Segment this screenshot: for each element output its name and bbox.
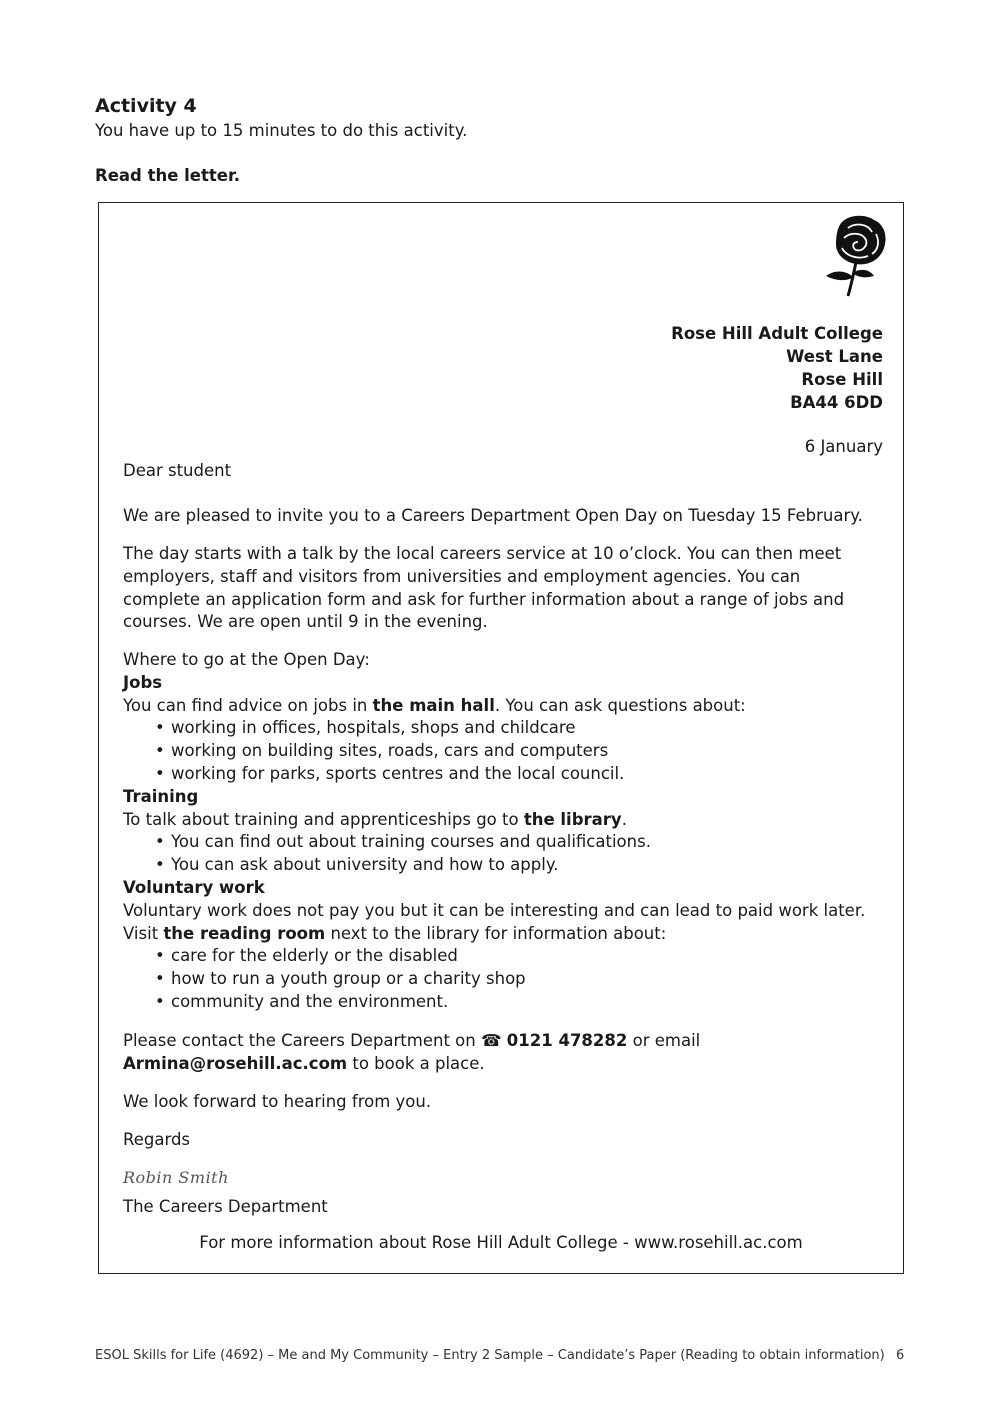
details-paragraph [123, 543, 893, 634]
page-footer: ESOL Skills for Life (4692) – Me and My Community – Entry 2 Sample – Candidate’s Paper (Reading to obtain information) [95, 1348, 885, 1363]
college-address [671, 322, 883, 414]
library-label: the library [523, 809, 622, 829]
contact-text: Please contact the Careers Department on [123, 1031, 481, 1050]
reading-room-label: the reading room [163, 923, 326, 943]
instruction: Read the letter. [95, 166, 241, 185]
regards: Regards [123, 1130, 191, 1149]
paragraph-line: courses. We are open until 9 in the evening. [123, 612, 488, 632]
training-intro [123, 809, 893, 832]
activity-title: Activity 4 [95, 95, 197, 117]
signoff: The Careers Department [123, 1197, 328, 1216]
visit-text-end: next to the library for information about: [325, 923, 667, 943]
address-line: Rose Hill [801, 370, 883, 389]
book-place-text: to book a place. [347, 1053, 485, 1073]
list-item: • You can find out about training courses and qualifications. [171, 831, 893, 854]
list-item: • You can ask about university and how to apply. [171, 854, 893, 877]
letter-date: 6 January [804, 437, 883, 456]
voluntary-visit [123, 923, 893, 946]
voluntary-heading: Voluntary work [123, 877, 265, 897]
rose-icon [822, 214, 890, 298]
where-intro: Where to go at the Open Day: [123, 650, 370, 669]
more-info-line: For more information about Rose Hill Adult College - www.rosehill.ac.com [199, 1233, 803, 1252]
address-line: BA44 6DD [790, 393, 883, 412]
address-line: West Lane [786, 347, 883, 366]
paragraph-line: The day starts with a talk by the local careers service at 10 o’clock. You can then meet [123, 544, 842, 563]
jobs-list [123, 717, 893, 785]
list-item: • how to run a youth group or a charity shop [171, 968, 893, 991]
contact-or-email: or email [627, 1031, 701, 1050]
paragraph-line: employers, staff and visitors from universities and employment agencies. You can [123, 566, 801, 586]
email-link[interactable]: Armina@rosehill.ac.com [123, 1053, 348, 1073]
address-line: Rose Hill Adult College [671, 324, 883, 343]
training-intro-end: . [621, 809, 627, 829]
voluntary-list [123, 945, 893, 1013]
list-item: • working for parks, sports centres and the local council. [171, 763, 893, 786]
main-hall-label: the main hall [372, 695, 495, 715]
training-list [123, 831, 893, 877]
salutation: Dear student [123, 461, 232, 480]
invite-paragraph: We are pleased to invite you to a Careers Department Open Day on Tuesday 15 February. [123, 506, 863, 525]
jobs-intro [123, 695, 893, 718]
training-intro-text: To talk about training and apprenticeships go to [123, 809, 524, 829]
where-section [123, 649, 893, 1014]
list-item: • care for the elderly or the disabled [171, 945, 893, 968]
visit-text: Visit [123, 923, 164, 943]
list-item: • working on building sites, roads, cars and computers [171, 740, 893, 763]
voluntary-line: Voluntary work does not pay you but it can be interesting and can lead to paid work later. [123, 900, 866, 920]
jobs-heading: Jobs [123, 672, 163, 692]
phone-icon: ☎ [480, 1031, 502, 1050]
jobs-intro-end: . You can ask questions about: [494, 695, 746, 715]
email-line [123, 1053, 893, 1076]
contact-line [123, 1030, 893, 1053]
closing-line: We look forward to hearing from you. [123, 1092, 432, 1111]
phone-number[interactable]: 0121 478282 [506, 1031, 628, 1050]
page-number: 6 [896, 1348, 905, 1363]
list-item: • community and the environment. [171, 991, 893, 1014]
paragraph-line: complete an application form and ask for further information about a range of jobs and [123, 589, 845, 609]
list-item: • working in offices, hospitals, shops and childcare [171, 717, 893, 740]
signature: Robin Smith [123, 1168, 229, 1187]
contact-paragraph [123, 1030, 893, 1076]
activity-subtitle: You have up to 15 minutes to do this activity. [95, 121, 468, 140]
jobs-intro-text: You can find advice on jobs in [123, 695, 373, 715]
training-heading: Training [123, 786, 199, 806]
